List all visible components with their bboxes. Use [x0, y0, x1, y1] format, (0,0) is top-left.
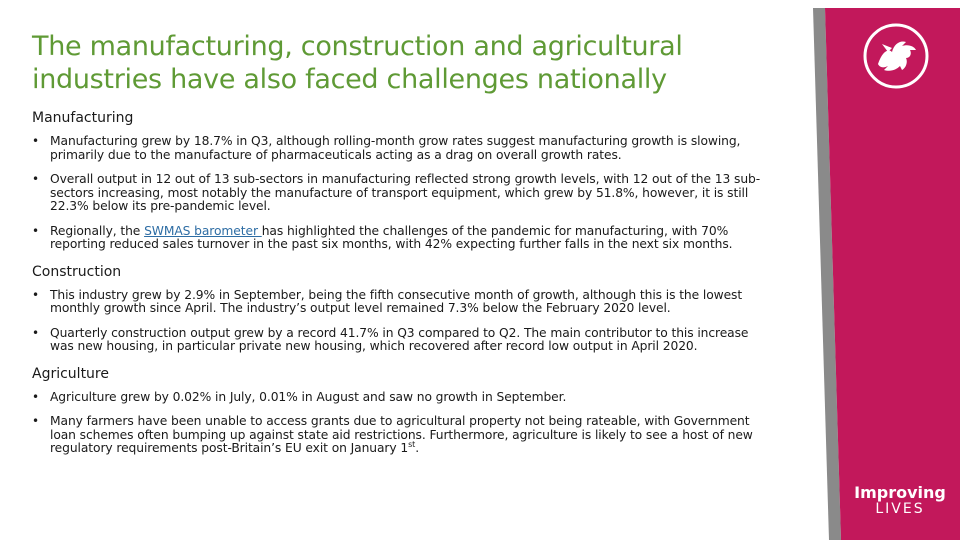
- bullet-text: Quarterly construction output grew by a record 41.7% in Q3 compared to Q2. The main contributor to this increase was new housing, in particular private new housing, which recovered after record low output in April 2020.: [50, 325, 749, 353]
- bullet-text: Overall output in 12 out of 13 sub-sectors in manufacturing reflected strong growth levels, with 12 out of the 13 sub-sectors increasing, most notably the manufacture of transport equipment, which grew by 51.8%, however, it is still 22.3% below its pre-pandemic level.: [50, 172, 761, 213]
- list-item: [32, 289, 772, 316]
- bullet-text-pre: Many farmers have been unable to access grants due to agricultural property not being rateable, with Government loan schemes often bumping up against state aid restrictions. Furthermore, agriculture is likely to see a host of new regulatory requirements post-Britain’s EU exit on January 1: [50, 414, 753, 455]
- brand-line2: LIVES: [875, 501, 925, 517]
- slide-title: The manufacturing, construction and agricultural industries have also faced challenges nationally: [32, 31, 683, 95]
- section-manufacturing: [32, 109, 772, 252]
- brand-logo: [850, 484, 950, 517]
- brand-line1: Improving: [854, 483, 946, 502]
- bullet-icon: •: [32, 134, 39, 148]
- bullet-icon: •: [32, 287, 39, 302]
- section-heading: Manufacturing: [32, 110, 134, 126]
- bullet-icon: •: [32, 414, 39, 428]
- section-heading: Construction: [32, 263, 122, 280]
- bullet-list: [32, 135, 772, 252]
- bullet-list: [32, 391, 772, 456]
- bullet-icon: •: [32, 223, 39, 238]
- section-construction: [32, 263, 772, 354]
- list-item: [32, 173, 772, 214]
- bullet-text-post: .: [415, 441, 419, 455]
- bullet-text-pre: Regionally, the: [50, 223, 145, 238]
- list-item: [32, 135, 772, 162]
- bullet-text: Manufacturing grew by 18.7% in Q3, although rolling-month grow rates suggest manufacturing growth is slowing, primarily due to the manufacture of pharmaceuticals acting as a drag on overall growth rates.: [50, 134, 741, 162]
- ordinal-suffix: st: [408, 439, 416, 449]
- list-item: [32, 391, 772, 405]
- bullet-text: Agriculture grew by 0.02% in July, 0.01% in August and saw no growth in September.: [50, 389, 567, 404]
- bullet-icon: •: [32, 325, 39, 340]
- bullet-list: [32, 289, 772, 354]
- dragon-emblem-icon: [862, 22, 930, 90]
- bullet-text-post: has highlighted the challenges of the pandemic for manufacturing, with 70% reporting reduced sales turnover in the past six months, with 42% expecting further falls in the next six months.: [50, 223, 733, 251]
- section-heading: Agriculture: [32, 365, 109, 382]
- bullet-icon: •: [32, 172, 39, 186]
- bullet-text: This industry grew by 2.9% in September, being the fifth consecutive month of growth, although this is the lowest monthly growth since April. The industry’s output level remained 7.3% below the February 2020 level.: [50, 287, 743, 315]
- slide-content: [32, 109, 772, 467]
- list-item: [32, 225, 772, 252]
- swmas-barometer-link[interactable]: SWMAS barometer: [144, 223, 262, 238]
- section-agriculture: [32, 365, 772, 456]
- list-item: [32, 415, 772, 456]
- bullet-icon: •: [32, 389, 39, 404]
- list-item: [32, 327, 772, 354]
